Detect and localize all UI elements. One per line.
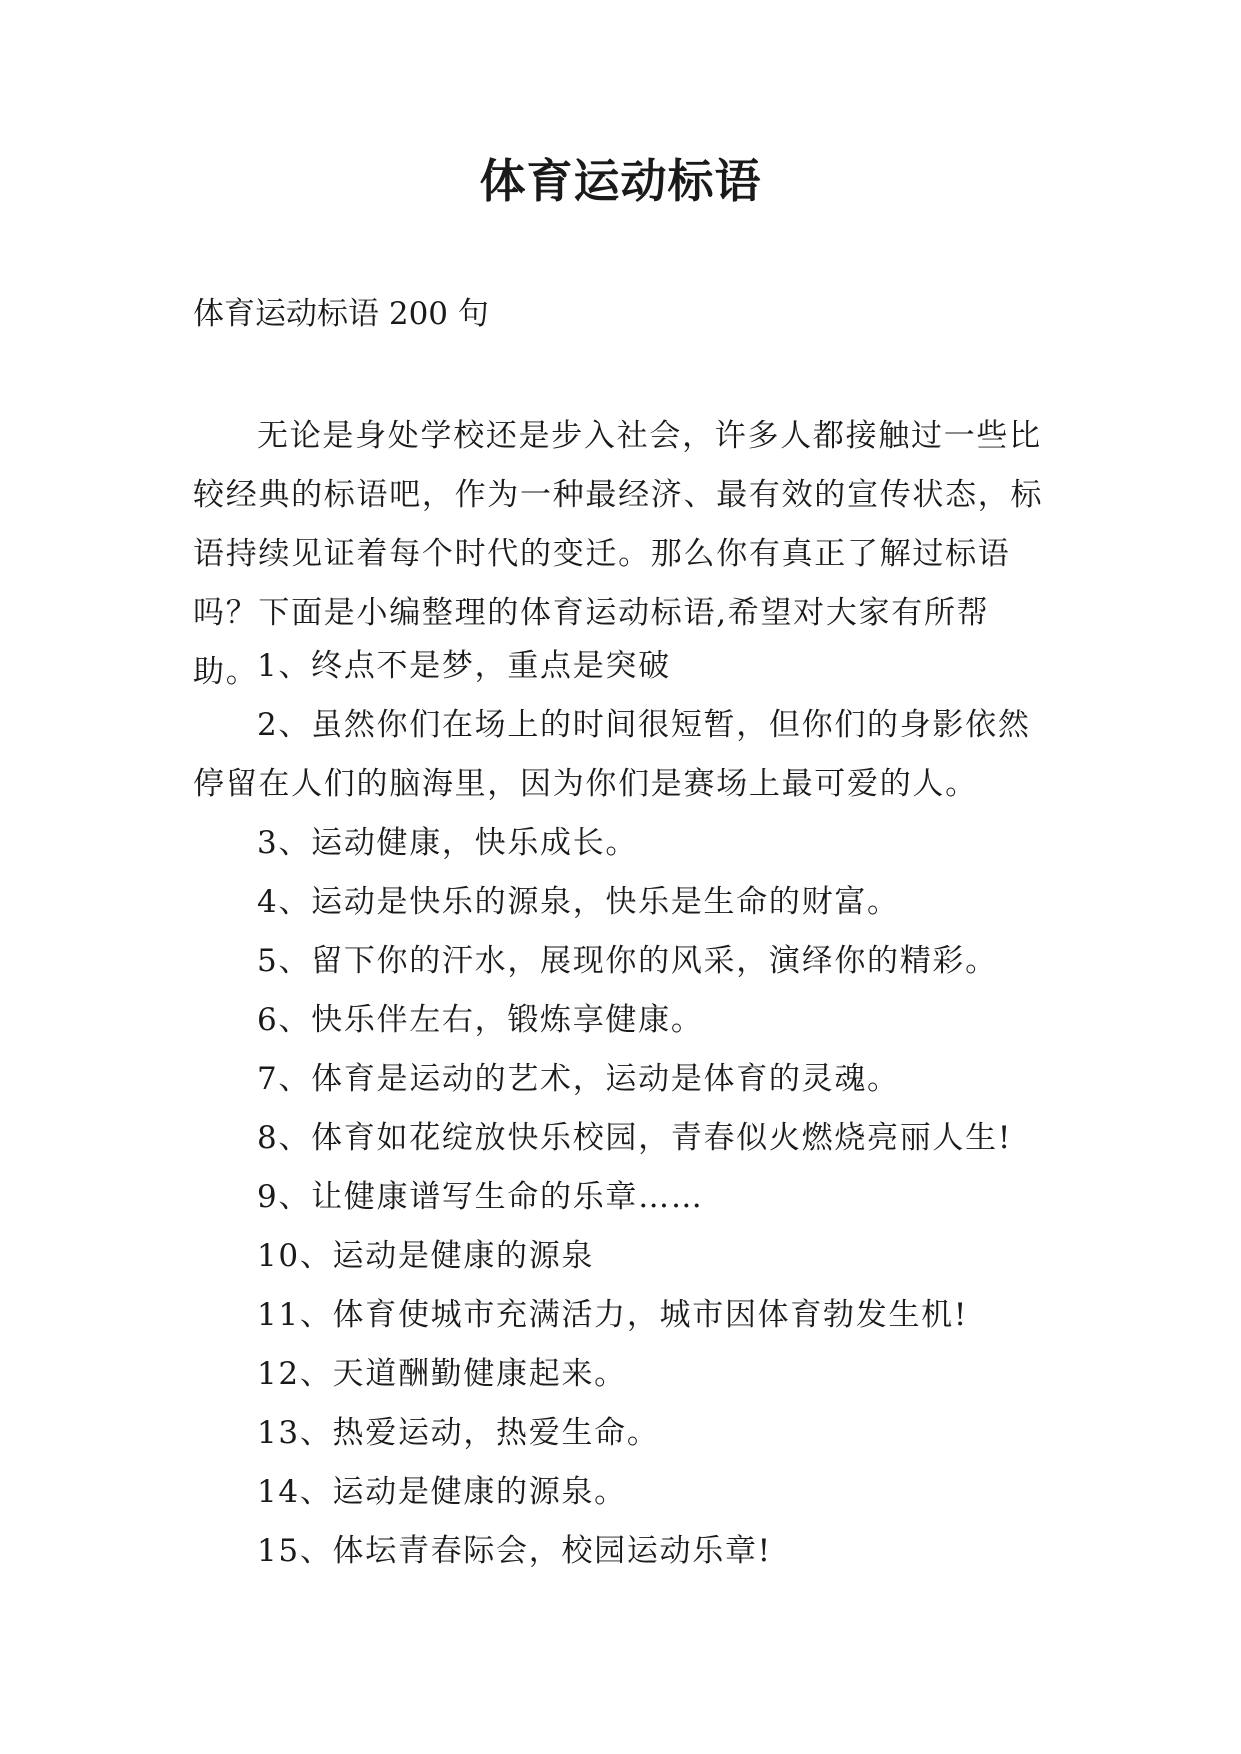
- intro-line: 无论是身处学校还是步入社会，许多人都接触过一些比: [257, 418, 1042, 454]
- slogan-item: [193, 1522, 1051, 1581]
- slogan-item: [193, 991, 1051, 1050]
- slogan-item: [193, 814, 1051, 873]
- slogan-item: [193, 1227, 1051, 1286]
- slogan-text: 14、运动是健康的源泉。: [257, 1474, 627, 1510]
- slogan-text: 11、体育使城市充满活力，城市因体育勃发生机!: [257, 1297, 969, 1333]
- slogan-item: [193, 637, 1051, 696]
- slogan-item: [193, 1109, 1051, 1168]
- intro-line: 较经典的标语吧，作为一种最经济、最有效的宣传状态，标: [193, 477, 1044, 513]
- intro-line: 吗？下面是小编整理的体育运动标语,希望对大家有所帮助。: [193, 595, 990, 690]
- slogan-text: 6、快乐伴左右，锻炼享健康。: [257, 1002, 704, 1038]
- slogan-text: 13、热爱运动，热爱生命。: [257, 1415, 660, 1451]
- slogan-text: 3、运动健康，快乐成长。: [257, 825, 639, 861]
- document-title: 体育运动标语: [479, 154, 762, 208]
- slogan-text: 15、体坛青春际会，校园运动乐章!: [257, 1533, 772, 1569]
- slogan-item: [193, 1404, 1051, 1463]
- document-subtitle: 体育运动标语 200 句: [193, 296, 489, 332]
- slogan-text: 7、体育是运动的艺术，运动是体育的灵魂。: [257, 1061, 900, 1097]
- slogan-item: [193, 1463, 1051, 1522]
- slogan-item: [193, 1286, 1051, 1345]
- slogan-text: 2、虽然你们在场上的时间很短暂，但你们的身影依然: [257, 707, 1031, 743]
- slogan-text: 5、留下你的汗水，展现你的风采，演绎你的精彩。: [257, 943, 998, 979]
- slogan-text: 8、体育如花绽放快乐校园，青春似火燃烧亮丽人生!: [257, 1120, 1012, 1156]
- slogan-item: [193, 1345, 1051, 1404]
- slogan-item: [193, 873, 1051, 932]
- slogan-text: 9、让健康谱写生命的乐章……: [257, 1179, 704, 1215]
- slogan-item: [193, 1168, 1051, 1227]
- slogan-item: [193, 932, 1051, 991]
- slogan-text: 10、运动是健康的源泉: [257, 1238, 595, 1274]
- slogan-text: 4、运动是快乐的源泉，快乐是生命的财富。: [257, 884, 900, 920]
- slogan-text-continued: 停留在人们的脑海里，因为你们是赛场上最可爱的人。: [193, 766, 978, 802]
- slogan-item: [193, 1050, 1051, 1109]
- intro-line: 语持续见证着每个时代的变迁。那么你有真正了解过标语: [193, 536, 1011, 572]
- slogan-list: [193, 637, 1051, 1581]
- slogan-text: 1、终点不是梦，重点是突破: [257, 648, 671, 684]
- slogan-item: [193, 696, 1051, 814]
- slogan-text: 12、天道酬勤健康起来。: [257, 1356, 627, 1392]
